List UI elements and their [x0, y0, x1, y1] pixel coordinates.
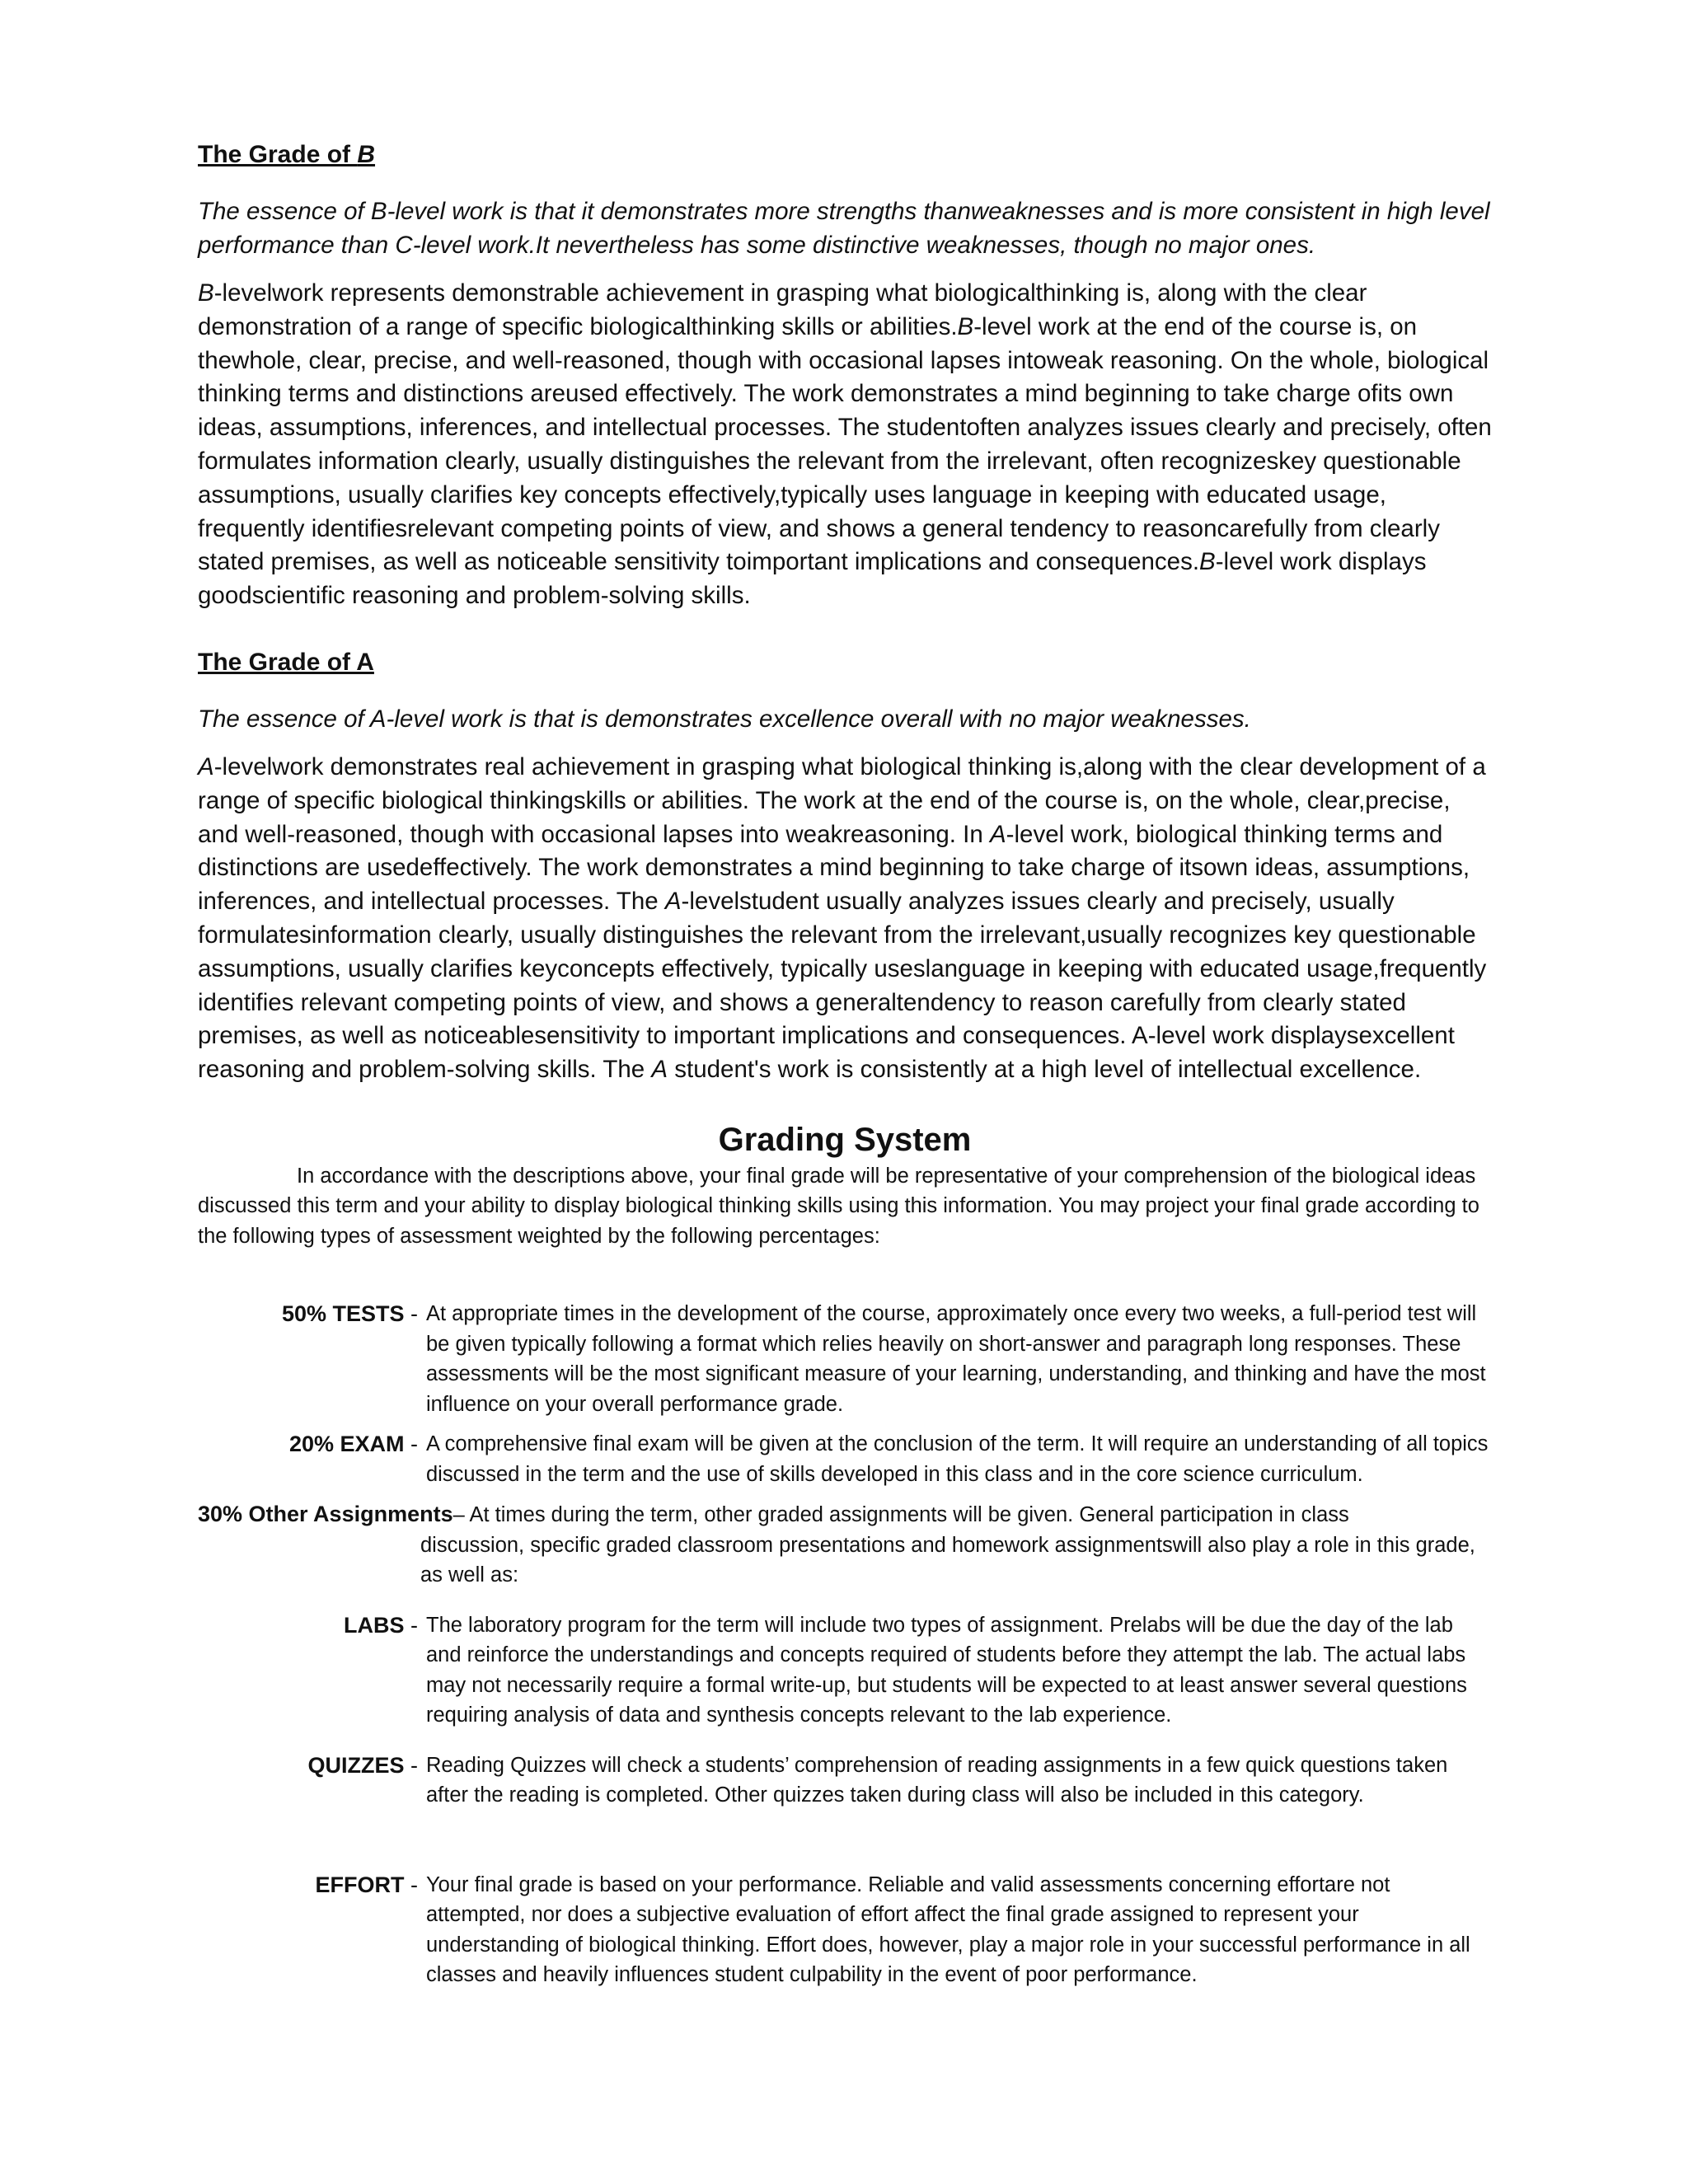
grade-b-lead-2: B — [957, 312, 974, 340]
document-page — [198, 138, 1492, 1990]
effort-description: Your final grade is based on your performance. Reliable and valid assessments concerning effortare not attempted, nor does a subjective evaluation of effort affect the final grade assigned to represent your understanding of biological thinking. Effort does, however, play a major role in your successful performance in all classes and heavily influences student culpability in the event of poor performance. — [426, 1872, 1470, 1987]
grade-a-text-4: student's work is consistently at a high level of intellectual excellence. — [668, 1056, 1422, 1084]
other-assignments-first-line — [198, 1499, 1492, 1530]
labs-entry — [198, 1610, 1492, 1731]
grade-a-body — [198, 751, 1492, 1087]
grade-a-lead-2: A — [989, 820, 1006, 848]
exam-label — [198, 1429, 418, 1489]
tests-label-text: 50% TESTS — [281, 1301, 405, 1327]
grade-a-text-3: -levelstudent usually analyzes issues clearly and precisely, usually formulatesinformation clearly, usually distinguishes the relevant from the irrelevant,usually recognizes key questionable assumptions, usually clarifies keyconcepts effectively, typically useslanguage in keeping with educated usage,frequently identifies relevant competing points of view, and shows a generaltendency to reason carefully from clearly stated premises, as well as noticeablesensitivity to important implications and consequences. A-level work displaysexcellent reasoning and problem-solving skills. The — [198, 888, 1487, 1084]
grade-b-heading — [198, 138, 1492, 171]
quizzes-sep: - — [404, 1752, 418, 1778]
grade-b-heading-prefix: The Grade of — [198, 141, 358, 168]
labs-description: The laboratory program for the term will include two types of assignment. Prelabs will be due the day of the lab and reinforce the understandings and concepts required of students before they attempt the lab. The actual labs may not necessarily require a formal write-up, but students will be expected to at least answer several questions requiring analysis of data and synthesis concepts relevant to the lab experience. — [426, 1613, 1467, 1727]
grade-a-heading: The Grade of A — [198, 648, 374, 676]
grade-b-essence: The essence of B-level work is that it demonstrates more strengths thanweaknesses and is more consistent in high level performance than C-level work.It nevertheless has some distinctive weaknesses, though no major ones. — [198, 198, 1490, 259]
quizzes-entry — [198, 1750, 1492, 1811]
quizzes-description: Reading Quizzes will check a students’ comprehension of reading assignments in a few quick questions taken after the reading is completed. Other quizzes taken during class will also be included in this category. — [426, 1753, 1448, 1807]
other-assignments-sep: – — [452, 1503, 470, 1527]
quizzes-label — [198, 1750, 418, 1811]
labs-label-text: LABS — [344, 1612, 405, 1638]
effort-label-text: EFFORT — [315, 1872, 405, 1897]
grade-b-text-2: -level work at the end of the course is, on thewhole, clear, precise, and well-reasoned, though with occasional lapses intoweak reasoning. On the whole, biological thinking terms and distinctions areused effectively. The work demonstrates a mind beginning to take charge ofits own ideas, assumptions, inferences, and intellectual processes. The studentoften analyzes issues clearly and precisely, often formulates information clearly, usually distinguishes the relevant from the irrelevant, often recognizeskey questionable assumptions, usually clarifies key concepts effectively,typically uses language in keeping with educated usage, frequently identifiesrelevant competing points of view, and shows a general tendency to reasoncarefully from clearly stated premises, as well as noticeable sensitivity toimportant implications and consequences. — [198, 312, 1492, 576]
tests-sep: - — [404, 1301, 418, 1327]
other-assignments-label: 30% Other Assignments — [198, 1502, 453, 1527]
grade-a-text-1: -levelwork demonstrates real achievement in grasping what biological thinking is,along with the clear development of a range of specific biological thinkingskills or abilities. The work at the end of the course is, on the whole, clear,precise, and well-reasoned, though with occasional lapses into weakreasoning. In — [198, 752, 1486, 848]
grade-b-lead-3: B — [1199, 548, 1216, 576]
grade-b-text-1: -levelwork represents demonstrable achievement in grasping what biologicalthinking is, along with the clear demonstration of a range of specific biologicalthinking skills or abilities. — [198, 279, 1367, 340]
grade-a-lead-4: A — [651, 1056, 668, 1084]
grading-system-intro: In accordance with the descriptions above, your final grade will be representative of your comprehension of the biological ideas discussed this term and your ability to display biological thinking skills using this information. You may project your final grade according to the following types of assessment weighted by the following percentages: — [198, 1164, 1479, 1248]
other-assignments-text-first: At times during the term, other graded assignments will be given. General participation in class — [469, 1503, 1349, 1527]
grade-b-lead: B — [198, 279, 214, 307]
exam-entry — [198, 1429, 1492, 1489]
effort-entry — [198, 1870, 1492, 1990]
grade-a-essence: The essence of A-level work is that is demonstrates excellence overall with no major weaknesses. — [198, 705, 1251, 733]
tests-label — [198, 1299, 418, 1419]
grade-b-body — [198, 277, 1492, 613]
exam-label-text: 20% EXAM — [288, 1432, 405, 1457]
grade-b-heading-letter: B — [357, 141, 376, 168]
grade-a-text-2: -level work, biological thinking terms and distinctions are usedeffectively. The work demonstrates a mind beginning to take charge of itsown ideas, assumptions, inferences, and intellectual processes. The — [198, 820, 1470, 916]
other-assignments-text-rest: discussion, specific graded classroom presentations and homework assignmentswill also play a role in this grade, as well as: — [420, 1533, 1475, 1587]
exam-sep: - — [404, 1432, 418, 1457]
grade-a-lead: A — [198, 752, 214, 780]
grade-b-text-3: -level work displays goodscientific reasoning and problem-solving skills. — [198, 548, 1427, 610]
tests-entry — [198, 1299, 1492, 1419]
effort-label — [198, 1870, 418, 1990]
labs-label — [198, 1610, 418, 1731]
tests-description: At appropriate times in the development of the course, approximately once every two weeks, a full-period test will be given typically following a format which relies heavily on short-answer and paragraph long responses. These assessments will be the most significant measure of your learning, understanding, and thinking and have the most influence on your overall performance grade. — [426, 1302, 1486, 1416]
effort-sep: - — [404, 1872, 418, 1897]
exam-description: A comprehensive final exam will be given at the conclusion of the term. It will require an understanding of all topics discussed in the term and the use of skills developed in this class and in the core science curriculum. — [426, 1432, 1489, 1486]
other-assignments-entry — [198, 1499, 1492, 1591]
labs-sep: - — [404, 1612, 418, 1638]
grade-a-lead-3: A — [664, 888, 682, 916]
grading-system-title: Grading System — [718, 1121, 972, 1158]
quizzes-label-text: QUIZZES — [307, 1752, 405, 1778]
